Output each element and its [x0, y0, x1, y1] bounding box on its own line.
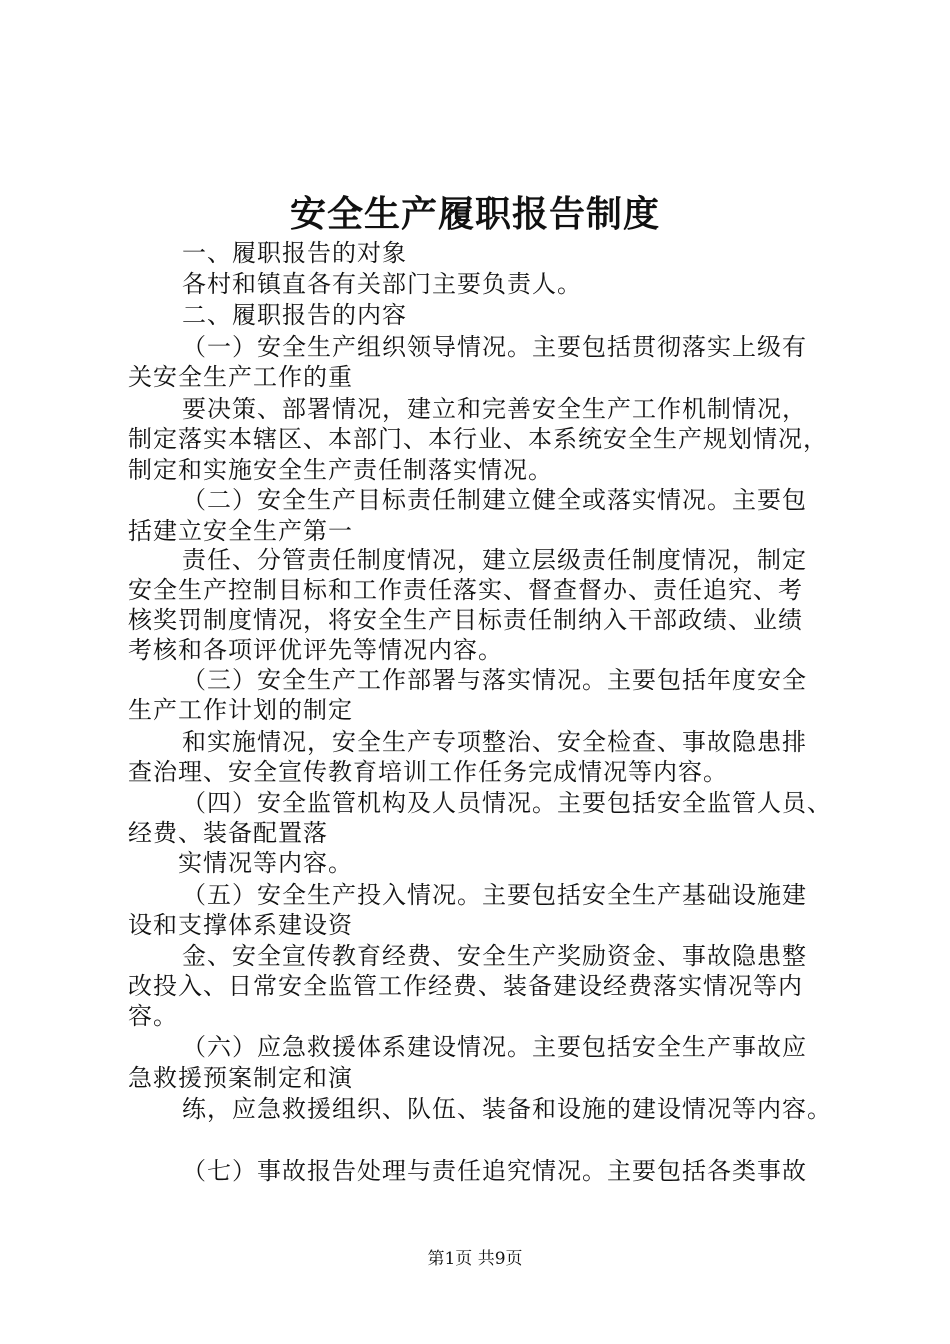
- text-line: （五）安全生产投入情况。主要包括安全生产基础设施建: [182, 881, 807, 909]
- text-line: 安全生产控制目标和工作责任落实、督查督办、责任追究、考: [128, 576, 803, 604]
- text-line: 考核和各项评优评先等情况内容。: [128, 636, 503, 664]
- text-line: 金、安全宣传教育经费、安全生产奖励资金、事故隐患整: [182, 942, 807, 970]
- text-line: 生产工作计划的制定: [128, 696, 353, 724]
- page-number-footer: 第1页 共9页: [427, 1249, 523, 1269]
- text-line: （三）安全生产工作部署与落实情况。主要包括年度安全: [182, 666, 807, 694]
- text-line: （一）安全生产组织领导情况。主要包括贯彻落实上级有: [182, 333, 807, 361]
- text-line: （六）应急救援体系建设情况。主要包括安全生产事故应: [182, 1033, 807, 1061]
- text-line: 经费、装备配置落: [128, 819, 328, 847]
- text-line: 要决策、部署情况，建立和完善安全生产工作机制情况，: [182, 395, 807, 423]
- text-line: 二、履职报告的内容: [182, 301, 407, 329]
- text-line: 各村和镇直各有关部门主要负责人。: [182, 270, 582, 298]
- text-line: 一、履职报告的对象: [182, 239, 407, 267]
- text-line: 实情况等内容。: [178, 849, 353, 877]
- text-line: （四）安全监管机构及人员情况。主要包括安全监管人员、: [182, 789, 832, 817]
- text-line: 查治理、安全宣传教育培训工作任务完成情况等内容。: [128, 758, 728, 786]
- text-line: 练，应急救援组织、队伍、装备和设施的建设情况等内容。: [182, 1095, 832, 1123]
- text-line: 责任、分管责任制度情况，建立层级责任制度情况，制定: [182, 546, 807, 574]
- text-line: 括建立安全生产第一: [128, 517, 353, 545]
- text-line: 改投入、日常安全监管工作经费、装备建设经费落实情况等内: [128, 972, 803, 1000]
- text-line: 制定落实本辖区、本部门、本行业、本系统安全生产规划情况，: [128, 425, 828, 453]
- text-line: 急救援预案制定和演: [128, 1064, 353, 1092]
- text-line: 容。: [128, 1002, 178, 1030]
- text-line: （二）安全生产目标责任制建立健全或落实情况。主要包: [182, 486, 807, 514]
- text-line: 关安全生产工作的重: [128, 363, 353, 391]
- text-line: 设和支撑体系建设资: [128, 911, 353, 939]
- page-title: 安全生产履职报告制度: [289, 193, 660, 235]
- text-line: 制定和实施安全生产责任制落实情况。: [128, 456, 553, 484]
- text-line: 和实施情况，安全生产专项整治、安全检查、事故隐患排: [182, 728, 807, 756]
- text-line: （七）事故报告处理与责任追究情况。主要包括各类事故: [182, 1157, 807, 1185]
- text-line: 核奖罚制度情况，将安全生产目标责任制纳入干部政绩、业绩: [128, 606, 803, 634]
